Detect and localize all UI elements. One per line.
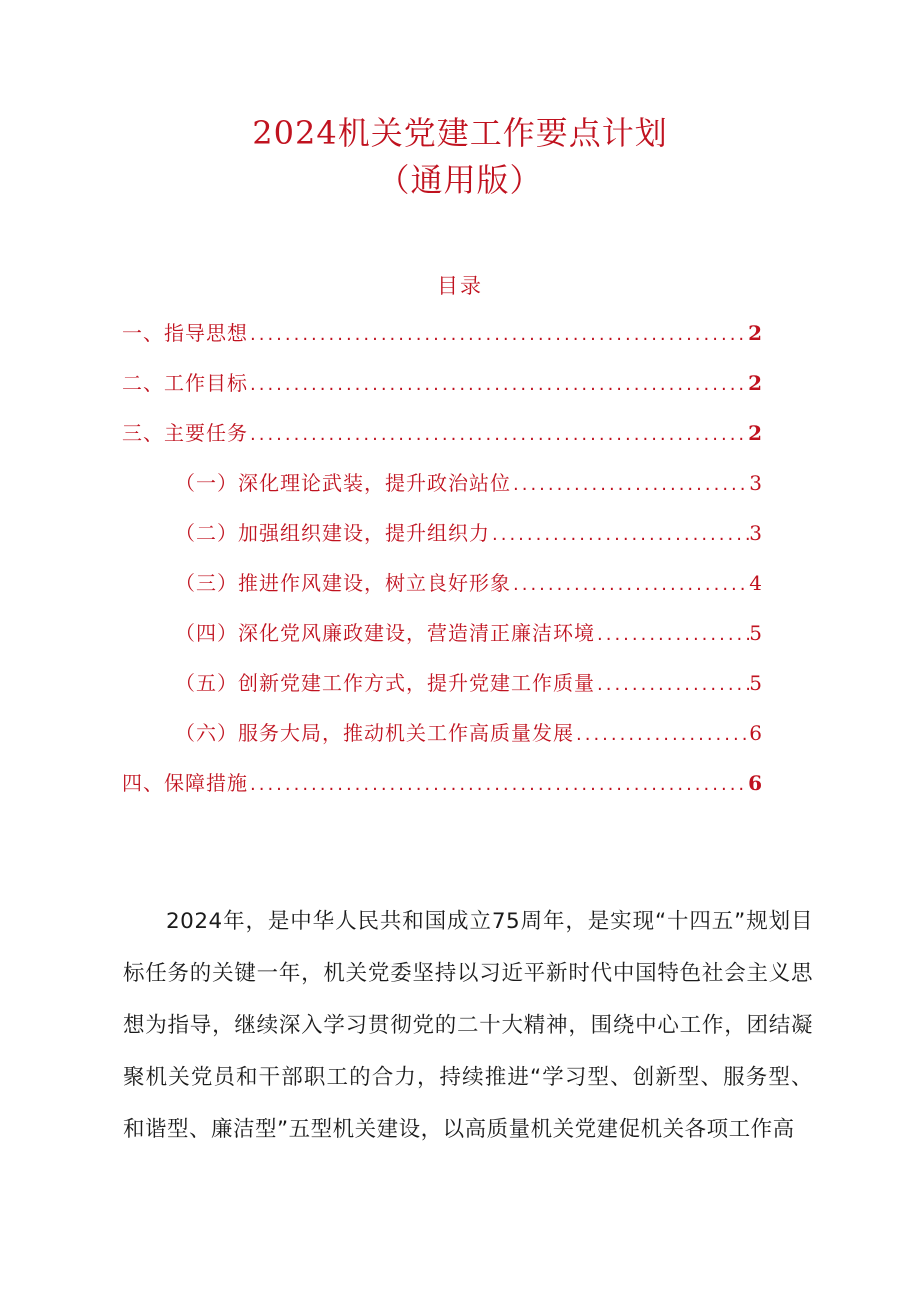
- toc-item-page: 2: [748, 321, 762, 345]
- toc-item-label: 四、保障措施: [122, 771, 248, 795]
- toc-leader-dots: [248, 420, 748, 450]
- body-paragraph: 2024年，是中华人民共和国成立75周年，是实现“十四五”规划目标任务的关键一年，机关党委坚持以习近平新时代中国特色社会主义思想为指导，继续深入学习贯彻党的二十大精神，围绕中心工作，团结凝聚机关党员和干部职工的合力，持续推进“学习型、创新型、服务型、和谐型、廉洁型”五型机关建设，以高质量机关党建促机关各项工作高: [123, 909, 813, 1142]
- toc-leader-dots: [595, 620, 749, 650]
- toc-item-label: （一）深化理论武装，提升政治站位: [175, 471, 511, 495]
- toc-heading: 目录: [437, 274, 483, 298]
- toc-leader-dots: [574, 720, 749, 750]
- toc-item-label: （四）深化党风廉政建设，营造清正廉洁环境: [175, 621, 595, 645]
- toc-item[interactable]: [175, 718, 762, 748]
- toc-item-page: 6: [749, 721, 762, 745]
- toc-item-page: 5: [749, 671, 762, 695]
- toc-item-label: （五）创新党建工作方式，提升党建工作质量: [175, 671, 595, 695]
- toc-leader-dots: [511, 570, 749, 600]
- toc-leader-dots: [490, 520, 749, 550]
- toc-item-page: 6: [748, 771, 762, 795]
- toc-item[interactable]: [175, 618, 762, 648]
- toc-item[interactable]: [175, 468, 762, 498]
- toc-item[interactable]: [175, 668, 762, 698]
- toc-item-page: 4: [749, 571, 762, 595]
- toc-item-label: 二、工作目标: [122, 371, 248, 395]
- toc-item-label: （三）推进作风建设，树立良好形象: [175, 571, 511, 595]
- toc-item-page: 3: [749, 521, 762, 545]
- toc-item[interactable]: [122, 418, 762, 448]
- toc-leader-dots: [248, 770, 748, 800]
- toc-item-page: 3: [749, 471, 762, 495]
- toc-leader-dots: [248, 370, 748, 400]
- toc-item[interactable]: [175, 568, 762, 598]
- toc-item[interactable]: [122, 318, 762, 348]
- toc-leader-dots: [511, 470, 749, 500]
- toc-item-label: 一、指导思想: [122, 321, 248, 345]
- document-title: 2024机关党建工作要点计划: [252, 114, 668, 152]
- toc-item-page: 2: [748, 421, 762, 445]
- toc-item[interactable]: [122, 768, 762, 798]
- toc-item-page: 5: [749, 621, 762, 645]
- toc-item-label: 三、主要任务: [122, 421, 248, 445]
- toc-item[interactable]: [122, 368, 762, 398]
- toc-item[interactable]: [175, 518, 762, 548]
- document-subtitle: （通用版）: [377, 161, 543, 199]
- toc-item-page: 2: [748, 371, 762, 395]
- toc-leader-dots: [595, 670, 749, 700]
- toc-item-label: （六）服务大局，推动机关工作高质量发展: [175, 721, 574, 745]
- toc-item-label: （二）加强组织建设，提升组织力: [175, 521, 490, 545]
- toc-leader-dots: [248, 320, 748, 350]
